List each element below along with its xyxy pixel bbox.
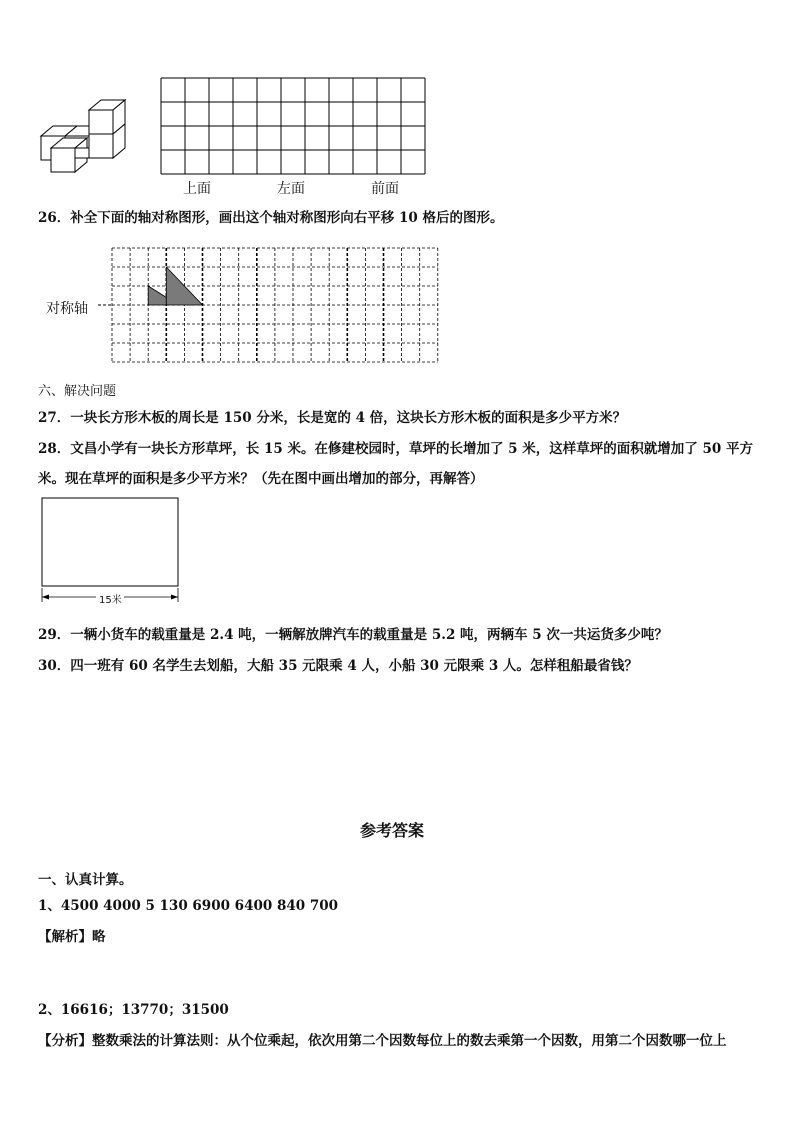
view-label-left: 左面 <box>277 181 305 197</box>
question-26: 26．补全下面的轴对称图形，画出这个轴对称图形向右平移 10 格后的图形。 <box>38 210 504 226</box>
answers-section-1: 一、认真计算。 <box>38 872 133 888</box>
given-shape-small <box>148 286 166 305</box>
question-29: 29．一辆小货车的载重量是 2.4 吨，一辆解放牌汽车的载重量是 5.2 吨，两辆车 5 次一共运货多少吨？ <box>38 627 668 643</box>
lawn-length-label: 15米 <box>99 595 122 606</box>
answer-2: 2、16616；13770；31500 <box>38 1002 229 1018</box>
question-30: 30．四一班有 60 名学生去划船，大船 35 元限乘 4 人，小船 30 元限乘 3 人。怎样租船最省钱？ <box>38 658 638 674</box>
cube-stack-figure <box>36 98 128 178</box>
lawn-rectangle-figure <box>40 496 182 606</box>
view-label-top: 上面 <box>183 181 211 197</box>
question-27: 27．一块长方形木板的周长是 150 分米，长是宽的 4 倍，这块长方形木板的面积是多少平方米？ <box>38 410 627 426</box>
question-28-line2: 米。现在草坪的面积是多少平方米？（先在图中画出增加的部分，再解答） <box>38 471 484 487</box>
answers-title: 参考答案 <box>360 821 425 840</box>
section-6-title: 六、解决问题 <box>38 384 117 399</box>
question-28-line1: 28．文昌小学有一块长方形草坪，长 15 米。在修建校园时，草坪的长增加了 5 米，这样草坪的面积就增加了 50 平方 <box>38 441 753 457</box>
view-label-front: 前面 <box>371 181 399 197</box>
answer-1-analysis: 【解析】略 <box>38 929 106 945</box>
answer-1: 1、4500 4000 5 130 6900 6400 840 700 <box>38 898 339 914</box>
symmetry-grid-figure <box>100 246 435 364</box>
views-grid <box>160 78 426 174</box>
symmetry-axis-label: 对称轴 <box>46 301 88 317</box>
answer-2-analysis: 【分析】整数乘法的计算法则：从个位乘起，依次用第二个因数每位上的数去乘第一个因数，用第二个因数哪一位上 <box>38 1033 727 1049</box>
